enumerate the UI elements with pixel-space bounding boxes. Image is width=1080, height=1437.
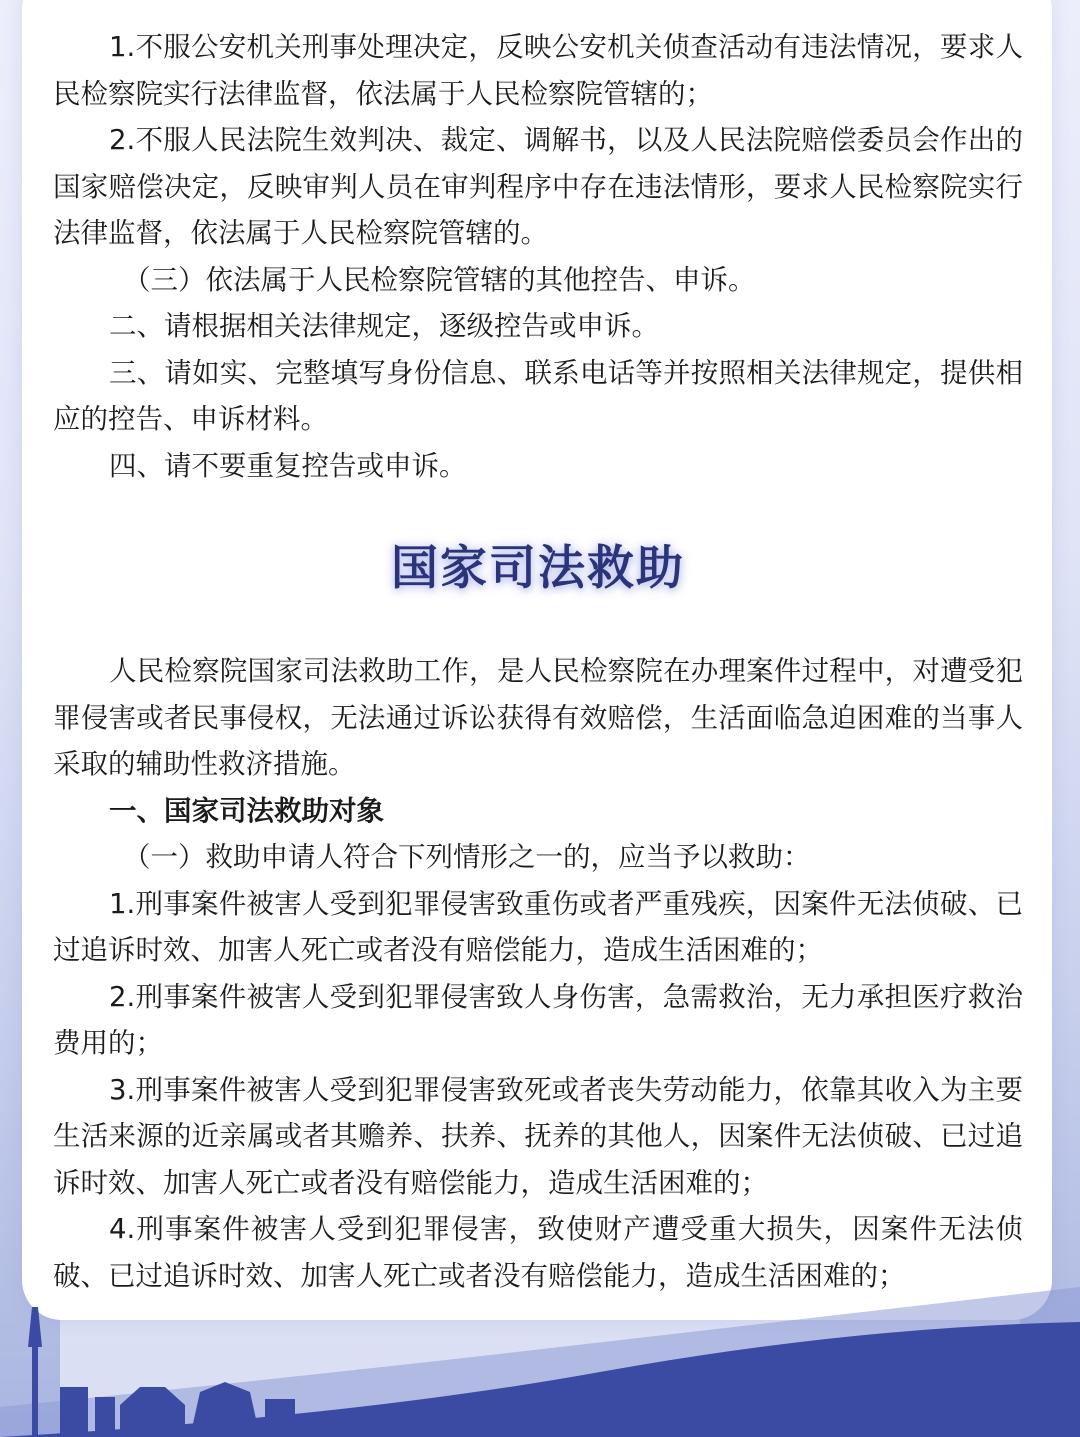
city-skyline-wave-decoration bbox=[0, 1287, 1080, 1437]
section-title: 国家司法救助 bbox=[391, 541, 685, 596]
paragraph: 二、请根据相关法律规定，逐级控告或申诉。 bbox=[109, 310, 659, 342]
intro-paragraph: 人民检察院国家司法救助工作，是人民检察院在办理案件过程中，对遭受犯罪侵害或者民事侵权，无法通过诉讼获得有效赔偿，生活面临急迫困难的当事人采取的辅助性救济措施。 bbox=[53, 655, 1023, 780]
section-subheading: （一）救助申请人符合下列情形之一的，应当予以救助： bbox=[123, 841, 811, 873]
document-body bbox=[53, 24, 1023, 1299]
list-item: 3.刑事案件被害人受到犯罪侵害致死或者丧失劳动能力，依靠其收入为主要生活来源的近亲属或者其赡养、扶养、抚养的其他人，因案件无法侦破、已过追诉时效、加害人死亡或者没有赔偿能力，造成生活困难的； bbox=[53, 1073, 1023, 1199]
paragraph: 2.不服人民法院生效判决、裁定、调解书，以及人民法院赔偿委员会作出的国家赔偿决定，反映审判人员在审判程序中存在违法情形，要求人民检察院实行法律监督，依法属于人民检察院管辖的。 bbox=[53, 124, 1023, 249]
paragraph: 四、请不要重复控告或申诉。 bbox=[109, 449, 467, 482]
list-item: 4.刑事案件被害人受到犯罪侵害，致使财产遭受重大损失，因案件无法侦破、已过追诉时效、加害人死亡或者没有赔偿能力，造成生活困难的； bbox=[53, 1213, 1023, 1292]
paragraph: 1.不服公安机关刑事处理决定，反映公安机关侦查活动有违法情况，要求人民检察院实行法律监督，依法属于人民检察院管辖的； bbox=[53, 31, 1023, 110]
list-item: 2.刑事案件被害人受到犯罪侵害致人身伤害，急需救治，无力承担医疗救治费用的； bbox=[53, 980, 1023, 1059]
section-heading: 一、国家司法救助对象 bbox=[109, 794, 384, 827]
skyline-silhouette bbox=[28, 1307, 295, 1437]
paragraph: 三、请如实、完整填写身份信息、联系电话等并按照相关法律规定，提供相应的控告、申诉材料。 bbox=[53, 356, 1023, 435]
paragraph: （三）依法属于人民检察院管辖的其他控告、申诉。 bbox=[123, 263, 756, 296]
list-item: 1.刑事案件被害人受到犯罪侵害致重伤或者严重残疾，因案件无法侦破、已过追诉时效、加害人死亡或者没有赔偿能力，造成生活困难的； bbox=[53, 887, 1023, 966]
